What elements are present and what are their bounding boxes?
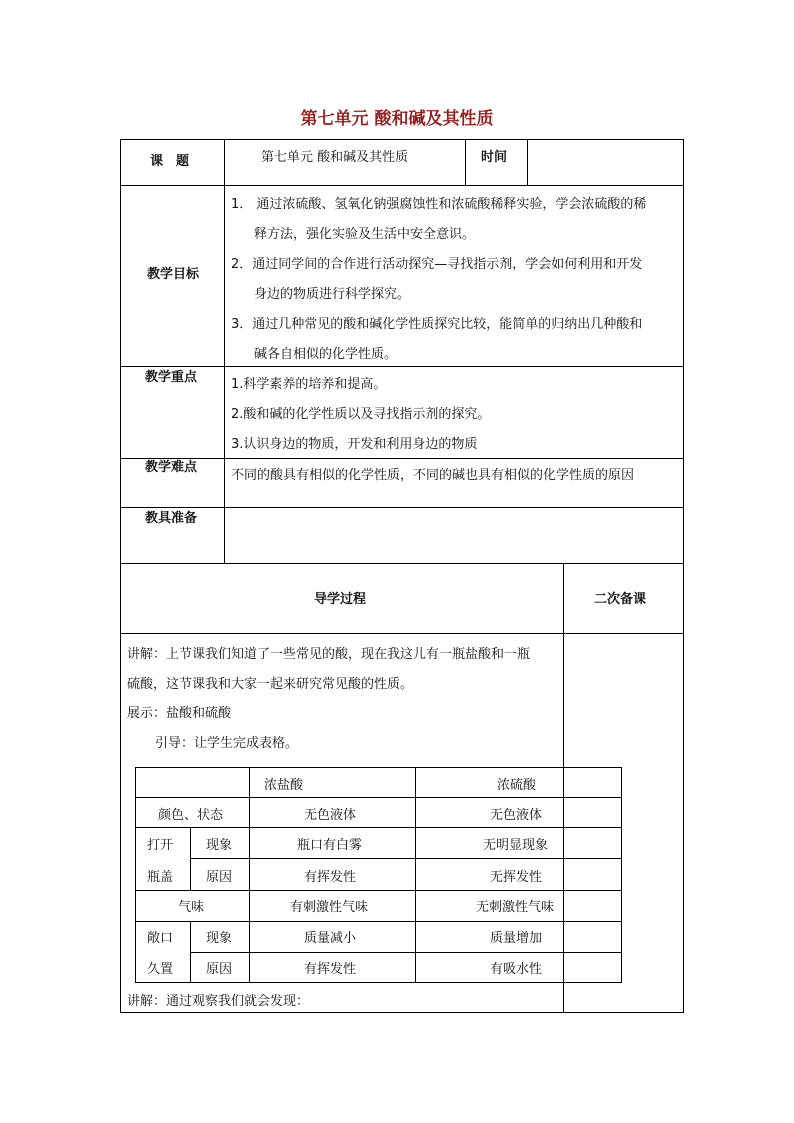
focus-line: 2.酸和碱的化学性质以及寻找指示剂的探究。 [231,407,491,422]
topic-label: 课 题 [150,154,190,169]
group-label-exposed-2: 久置 [147,962,174,977]
tools-label: 教具准备 [145,511,198,526]
focus-line: 3.认识身边的物质，开发和利用身边的物质 [231,437,478,452]
second-prep-header: 二次备课 [594,592,647,607]
cell-hcl-smell: 有刺激性气味 [290,900,369,915]
group-label-open-2: 瓶盖 [147,870,174,885]
cell-h2so4-exposed-reason: 有吸水性 [490,962,543,977]
focus-label: 教学重点 [145,370,198,385]
row-label-exposed-phenomenon: 现象 [206,931,233,946]
row-label-color-state: 颜色、状态 [158,808,224,823]
goals-line: 3．通过几种常见的酸和碱化学性质探究比较，能简单的归纳出几种酸和 [231,317,643,332]
goals-label: 教学目标 [147,267,200,282]
goals-line: 释方法，强化实验及生活中安全意识。 [254,227,476,242]
goals-line: 2．通过同学间的合作进行活动探究—寻找指示剂，学会如何利用和开发 [231,257,643,272]
cell-hcl-color-state: 无色液体 [304,808,357,823]
cell-h2so4-open-reason: 无挥发性 [490,870,543,885]
cell-hcl-exposed-phenomenon: 质量减小 [304,931,357,946]
cell-h2so4-open-phenomenon: 无明显现象 [483,838,549,853]
cell-h2so4-color-state: 无色液体 [490,808,543,823]
cell-hcl-open-reason: 有挥发性 [304,870,357,885]
row-label-open-phenomenon: 现象 [206,838,233,853]
row-label-smell: 气味 [178,900,205,915]
col-header-hcl: 浓盐酸 [264,778,304,793]
time-label: 时间 [481,150,508,165]
page-title: 第七单元 酸和碱及其性质 [300,109,494,129]
cell-hcl-open-phenomenon: 瓶口有白雾 [297,838,363,853]
col-header-h2so4: 浓硫酸 [497,778,537,793]
difficulty-label: 教学难点 [145,460,198,475]
difficulty-text: 不同的酸具有相似的化学性质，不同的碱也具有相似的化学性质的原因 [231,468,635,483]
row-label-exposed-reason: 原因 [206,962,233,977]
group-label-open: 打开 [147,838,174,853]
goals-line: 碱各自相似的化学性质。 [254,347,398,362]
process-header: 导学过程 [314,592,367,607]
process-footer-line: 讲解：通过观察我们就会发现： [127,994,310,1009]
cell-hcl-exposed-reason: 有挥发性 [304,962,357,977]
topic-value: 第七单元 酸和碱及其性质 [261,150,409,165]
cell-h2so4-smell: 无刺激性气味 [476,900,555,915]
process-line: 讲解：上节课我们知道了一些常见的酸，现在我这儿有一瓶盐酸和一瓶 [127,647,531,662]
goals-line: 1． 通过浓硫酸、氢氧化钠强腐蚀性和浓硫酸稀释实验，学会浓硫酸的稀 [231,197,647,212]
goals-line: 身边的物质进行科学探究。 [254,287,411,302]
process-line: 引导：让学生完成表格。 [155,736,299,751]
process-line: 展示：盐酸和硫酸 [127,706,232,721]
focus-line: 1.科学素养的培养和提高。 [231,377,387,392]
process-line: 硫酸，这节课我和大家一起来研究常见酸的性质。 [127,677,414,692]
row-label-open-reason: 原因 [206,870,233,885]
cell-h2so4-exposed-phenomenon: 质量增加 [490,931,543,946]
group-label-exposed: 敞口 [147,931,174,946]
